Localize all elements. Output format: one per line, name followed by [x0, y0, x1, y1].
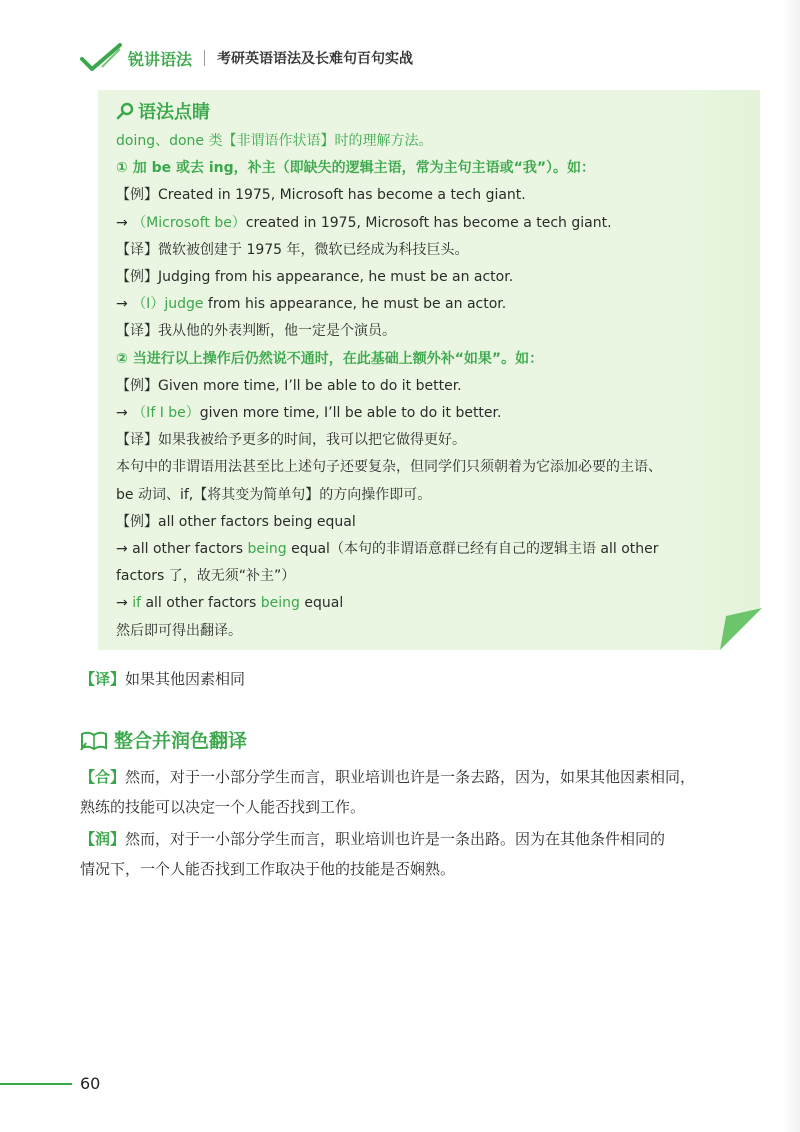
tip-line: [116, 185, 526, 205]
tip-text-segment: （Microsoft be）: [132, 214, 246, 231]
tip-text-segment: → all other factors: [116, 541, 248, 557]
tip-line: [116, 457, 662, 477]
tip-text-segment: given more time, I’ll be able to do it better.: [199, 405, 502, 421]
tip-text-segment: 【例】Created in 1975, Microsoft has become a tech giant.: [116, 187, 526, 204]
tip-text-segment: being: [260, 595, 300, 612]
combined-label: 【合】: [80, 768, 126, 786]
tip-text-segment: →: [116, 214, 133, 231]
page-fold-corner-icon: [720, 608, 762, 650]
header-divider: [204, 50, 205, 66]
tip-line: [116, 376, 462, 396]
tip-line: [116, 485, 431, 505]
section-title: [80, 726, 247, 753]
tip-line: [116, 321, 396, 341]
tip-text-segment: ② 当进行以上操作后仍然说不通时，在此基础上额外补“如果”。如：: [116, 350, 544, 367]
open-book-icon: [80, 728, 108, 752]
tip-text-segment: →: [116, 405, 133, 421]
tip-text-segment: 【例】Judging from his appearance, he must be an actor.: [116, 269, 514, 285]
tip-text-segment: 【例】Given more time, I’ll be able to do it better.: [116, 377, 462, 394]
tip-line: [116, 512, 356, 532]
translation-result: [80, 668, 245, 689]
tip-line: [116, 158, 595, 178]
polished-translation: [80, 824, 780, 884]
tip-text-segment: created in 1975, Microsoft has become a tech giant.: [245, 214, 612, 231]
magnifier-icon: [116, 102, 134, 120]
tip-text-segment: being: [247, 541, 287, 557]
brand-name: 锐讲语法: [128, 49, 193, 69]
tip-text-segment: from his appearance, he must be an actor.: [203, 296, 507, 313]
page-number: 60: [80, 1074, 101, 1093]
tip-line: [116, 267, 513, 287]
section-title-text: 整合并润色翻译: [114, 730, 248, 752]
tip-line: [116, 430, 466, 450]
tip-text-segment: 【译】如果我被给予更多的时间，我可以把它做得更好。: [116, 432, 466, 449]
tip-text-segment: if: [132, 595, 142, 612]
tip-text-segment: all other factors: [141, 595, 261, 612]
tip-title: [116, 98, 210, 124]
tip-text-segment: ① 加 be 或去 ing，补主（即缺失的逻辑主语，常为主句主语或“我”）。如：: [116, 160, 596, 177]
polished-label: 【润】: [80, 830, 126, 848]
book-subtitle: 考研英语语法及长难句百句实战: [217, 51, 414, 67]
tip-text-segment: 然后即可得出翻译。: [116, 622, 242, 639]
combined-line-1: 然而，对于一小部分学生而言，职业培训也许是一条去路，因为，如果其他因素相同，: [125, 768, 696, 786]
tip-title-text: 语法点睛: [138, 102, 210, 123]
tip-line: [116, 539, 659, 559]
tip-text-segment: （I）judge: [132, 296, 204, 313]
polished-line-1: 然而，对于一小部分学生而言，职业培训也许是一条出路。因为在其他条件相同的: [125, 830, 666, 848]
tip-text-segment: →: [116, 296, 133, 313]
page-edge: [782, 0, 800, 1132]
tip-text-segment: factors 了，故无须“补主”）: [116, 568, 296, 585]
tip-text-segment: 本句中的非谓语用法甚至比上述句子还要复杂，但同学们只须朝着为它添加必要的主语、: [116, 459, 662, 476]
tip-line: [116, 566, 295, 586]
tip-text-segment: equal: [299, 595, 344, 612]
polished-line-2: 情况下，一个人能否找到工作取决于他的技能是否娴熟。: [80, 860, 456, 878]
tip-line: [116, 294, 506, 314]
tip-text-segment: 【译】我从他的外表判断，他一定是个演员。: [116, 323, 396, 340]
tip-line: [116, 213, 612, 233]
combined-translation: [80, 762, 780, 822]
tip-text-segment: equal（本句的非谓语意群已经有自己的逻辑主语 all other: [286, 541, 659, 557]
tip-text-segment: be 动词、if,【将其变为简单句】的方向操作即可。: [116, 486, 432, 503]
tip-line: [116, 593, 343, 613]
tip-line: [116, 403, 501, 423]
tip-text-segment: （If I be）: [132, 405, 200, 421]
tip-text-segment: →: [116, 595, 133, 612]
tip-text-segment: 【例】all other factors being equal: [116, 513, 356, 530]
combined-line-2: 熟练的技能可以决定一个人能否找到工作。: [80, 798, 366, 816]
tip-line: [116, 240, 469, 260]
checkmark-pen-icon: [80, 43, 124, 73]
translation-label: 【译】: [80, 670, 126, 688]
footer-rule: [0, 1083, 72, 1085]
tip-line: [116, 349, 543, 369]
translation-text: 如果其他因素相同: [125, 670, 246, 688]
tip-box-shading: [680, 90, 760, 650]
tip-line: [116, 621, 242, 641]
tip-text-segment: 【译】微软被创建于 1975 年，微软已经成为科技巨头。: [116, 241, 469, 258]
tip-text-segment: doing、done 类【非谓语作状语】时的理解方法。: [116, 133, 433, 149]
running-header: [80, 40, 413, 76]
tip-line: [116, 131, 433, 151]
